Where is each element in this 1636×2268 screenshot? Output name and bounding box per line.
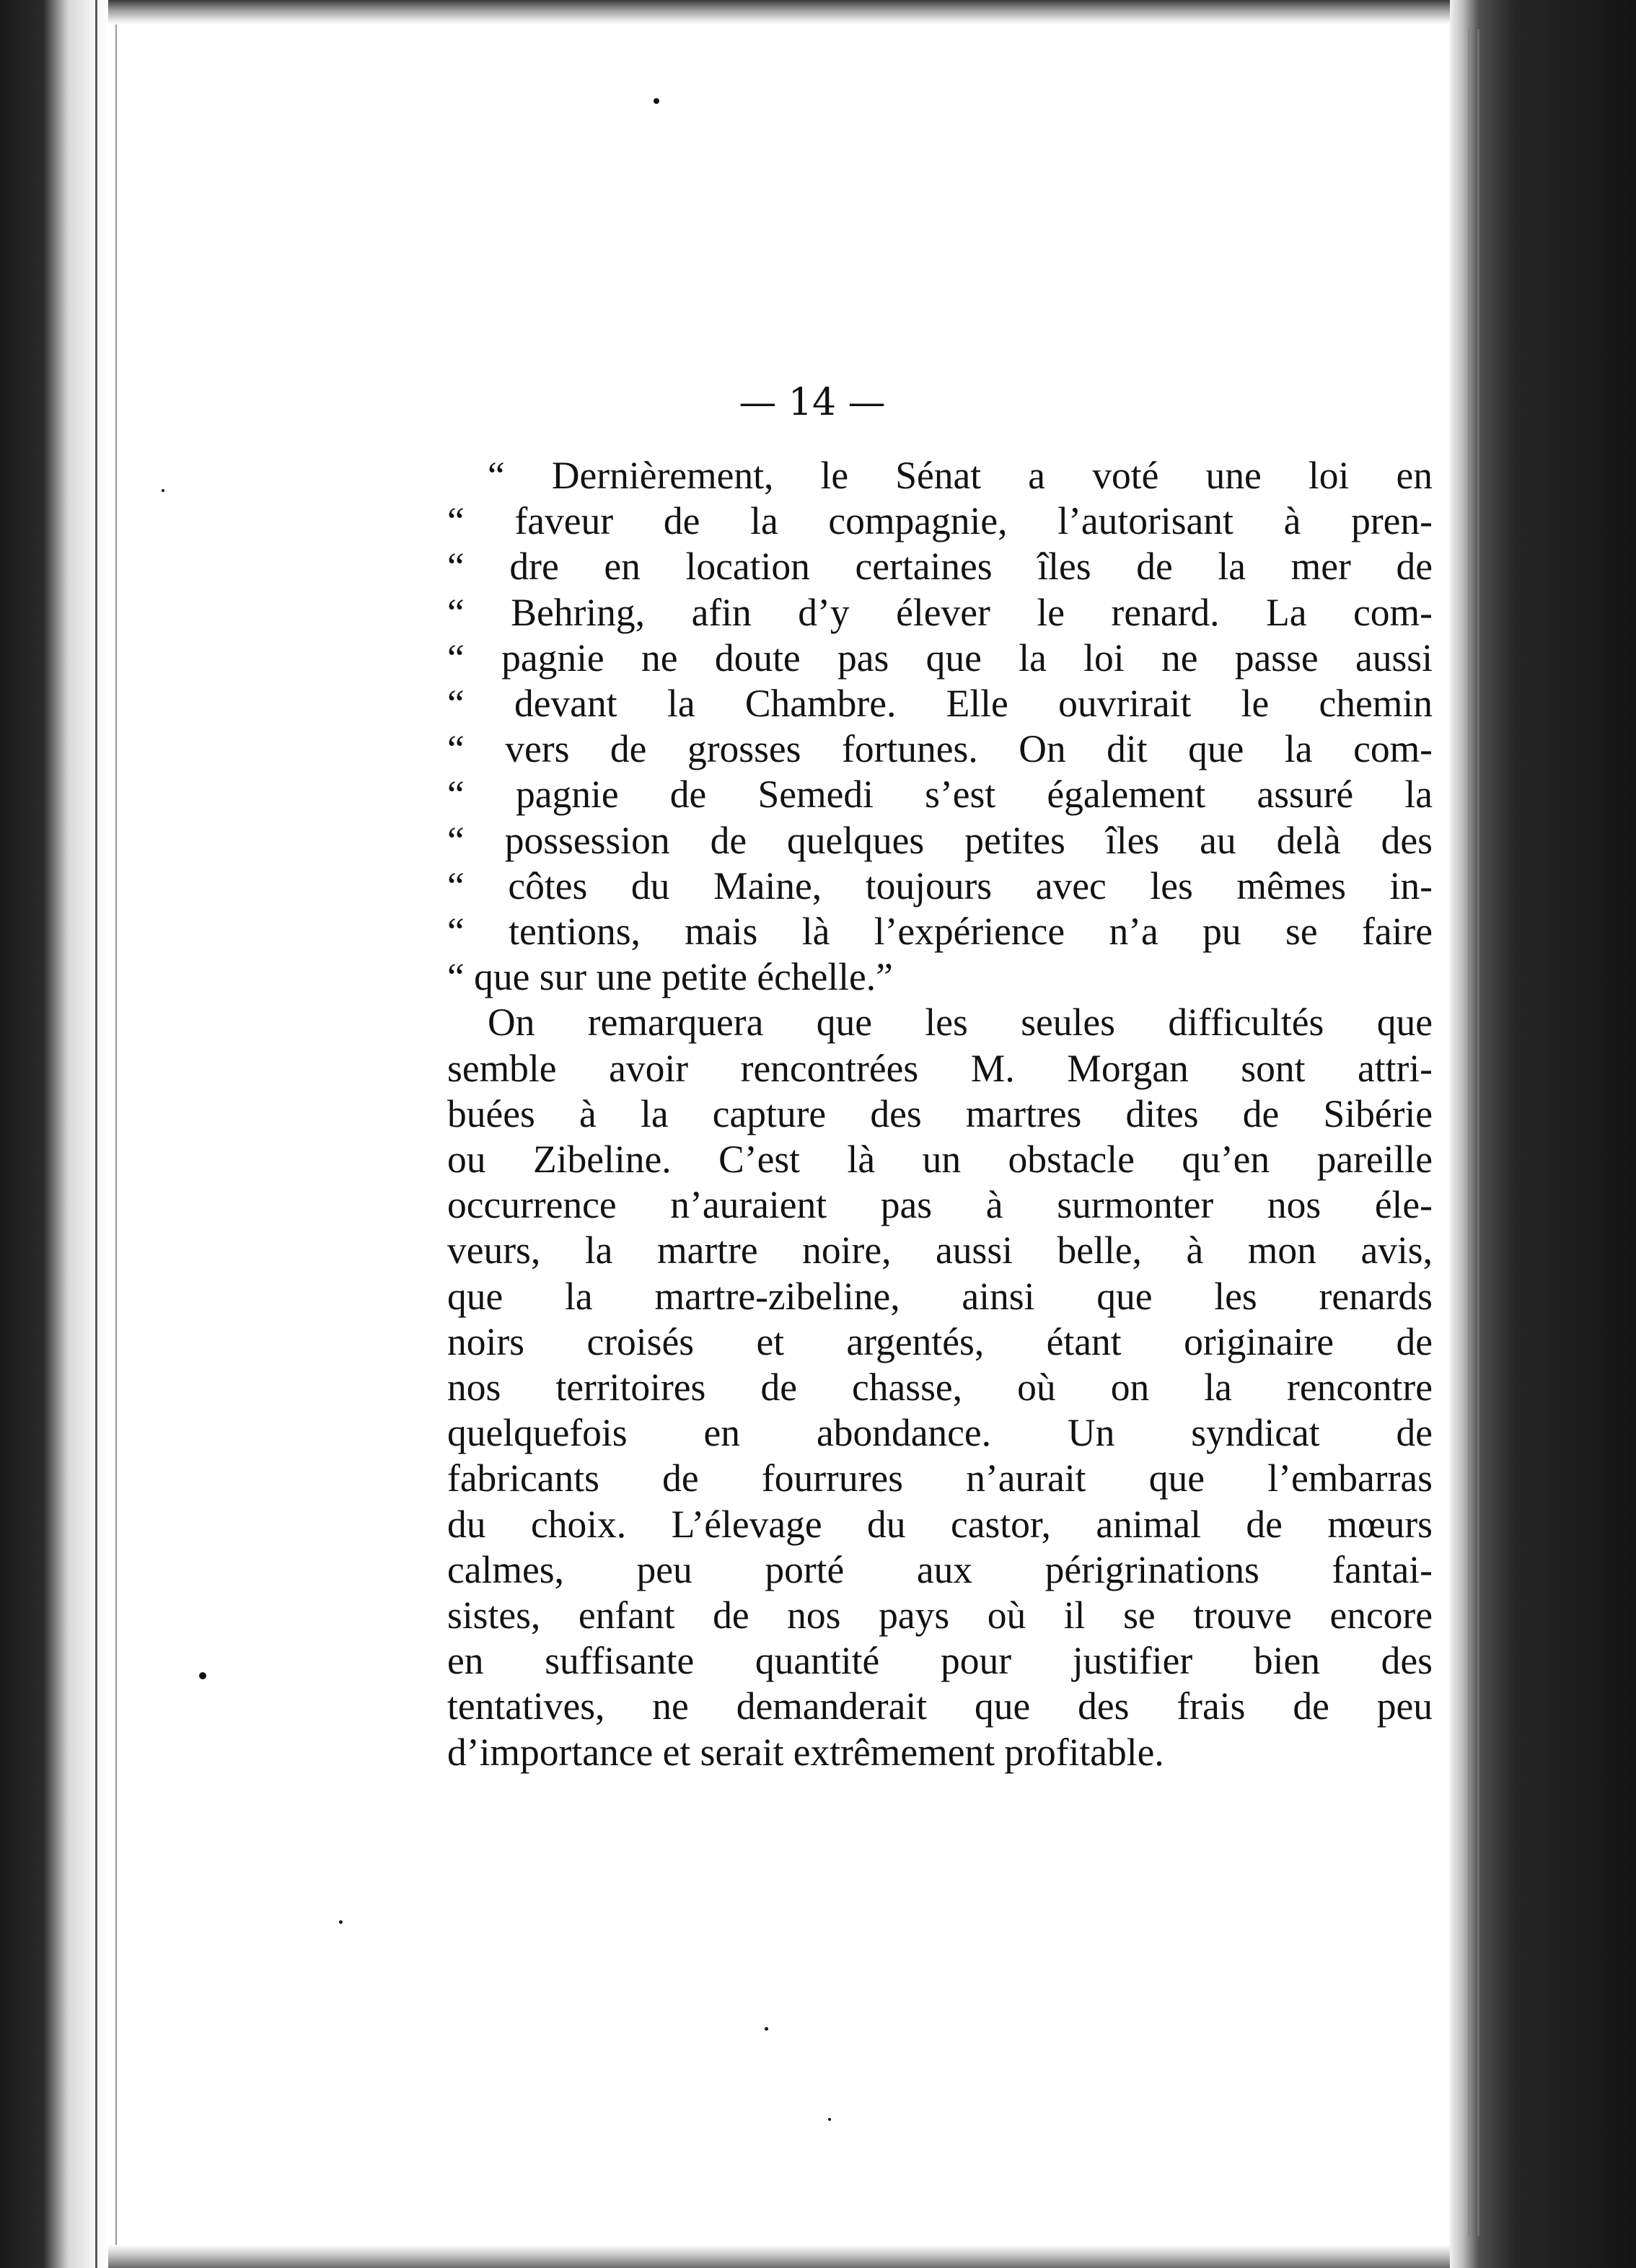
text-line: “ faveur de la compagnie, l’autorisant à pren- [447,499,1433,543]
text-line: tentatives, ne demanderait que des frais de peu [447,1684,1433,1728]
scan-speck [162,489,164,492]
text-line: veurs, la martre noire, aussi belle, à mon avis, [447,1228,1433,1273]
text-line: quelquefois en abondance. Un syndicat de [447,1411,1433,1455]
scan-speck [654,98,659,104]
text-line: noirs croisés et argentés, étant originaire de [447,1319,1433,1363]
text-line: fabricants de fourrures n’aurait que l’embarras [447,1456,1433,1500]
page-stack-stripe [1477,29,1479,2236]
page-number: — 14 — [739,381,886,424]
binding-gutter [0,0,108,2268]
text-line: “ côtes du Maine, toujours avec les mêmes in- [447,863,1433,907]
text-line: “ pagnie de Semedi s’est également assuré la [447,773,1433,817]
scan-speck [199,1672,206,1679]
scan-speck [339,1920,343,1924]
text-line: sistes, enfant de nos pays où il se trouve encore [447,1594,1433,1638]
text-line: “ pagnie ne doute pas que la loi ne passe aussi [447,636,1433,680]
text-line: “ dre en location certaines îles de la mer de [447,545,1433,589]
text-line: “ Dernièrement, le Sénat a voté une loi en [488,454,1433,497]
text-line: calmes, peu porté aux périgrinations fantai- [447,1547,1433,1591]
text-line: “ vers de grosses fortunes. On dit que la com- [447,727,1433,771]
top-page-edge [108,0,1457,25]
gutter-line [95,0,97,2268]
text-line: “ devant la Chambre. Elle ouvrirait le chemin [447,682,1433,726]
body-text [447,453,1433,1775]
text-line: On remarquera que les seules difficultés que [488,1001,1433,1045]
text-line: du choix. L’élevage du castor, animal de mœurs [447,1502,1433,1546]
bottom-page-edge [108,2245,1457,2268]
text-line: “ tentions, mais là l’expérience n’a pu se faire [447,910,1433,954]
text-line: d’importance et serait extrêmement profitable. [447,1730,1164,1774]
scan-speck [765,2027,768,2031]
text-line: semble avoir rencontrées M. Morgan sont attri- [447,1046,1433,1090]
text-line: en suffisante quantité pour justifier bien des [447,1639,1433,1683]
page-stack-stripe [1468,29,1471,2236]
text-line: que la martre-zibeline, ainsi que les renards [447,1274,1433,1318]
text-line: “ Behring, afin d’y élever le renard. La com- [447,590,1433,634]
scan-speck [828,2118,831,2121]
text-line: ou Zibeline. C’est là un obstacle qu’en pareille [447,1138,1433,1182]
text-line: “ possession de quelques petites îles au delà des [447,818,1433,862]
text-line: buées à la capture des martres dites de Sibérie [447,1091,1433,1135]
text-line: nos territoires de chasse, où on la rencontre [447,1366,1433,1410]
text-line: occurrence n’auraient pas à surmonter nos éle- [447,1183,1433,1227]
text-line: “ que sur une petite échelle.” [447,955,893,999]
book-page [117,25,1450,2245]
